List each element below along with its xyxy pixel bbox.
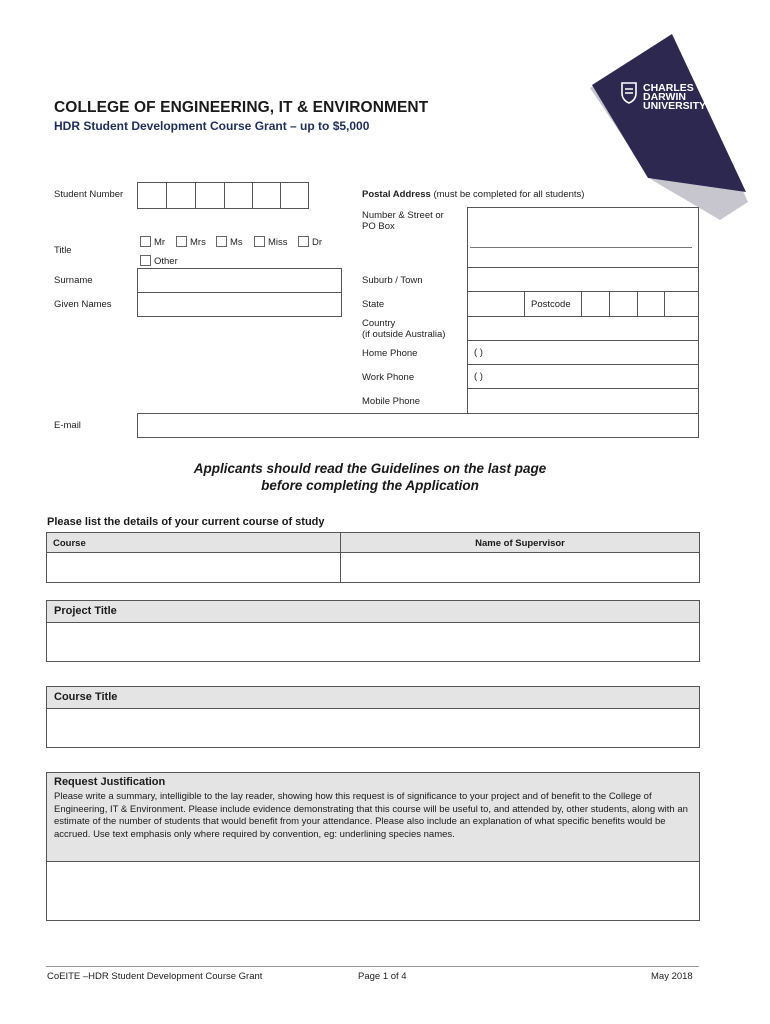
postcode-label: Postcode	[531, 299, 571, 310]
logo-text-line2: DARWIN	[643, 91, 686, 103]
justification-input[interactable]	[46, 861, 700, 921]
page-subtitle: HDR Student Development Course Grant – up to $5,000	[54, 119, 370, 133]
guidelines-notice	[0, 460, 740, 494]
postal-heading-bold: Postal Address	[362, 189, 431, 200]
title-mrs-label: Mrs	[190, 237, 206, 248]
suburb-input[interactable]	[468, 268, 698, 291]
student-number-digit[interactable]	[280, 182, 309, 209]
supervisor-column-header: Name of Supervisor	[475, 538, 565, 549]
grid-divider	[698, 207, 699, 414]
given-names-label: Given Names	[54, 299, 112, 310]
logo-banner-shape	[592, 34, 746, 192]
footer-page-number: Page 1 of 4	[358, 971, 407, 982]
suburb-label: Suburb / Town	[362, 275, 423, 286]
title-ms-checkbox[interactable]	[216, 236, 227, 247]
student-number-label: Student Number	[54, 189, 124, 200]
student-number-digit[interactable]	[137, 182, 167, 209]
country-input[interactable]	[468, 317, 698, 340]
justification-instructions: Please write a summary, intelligible to the lay reader, showing how this request is of significance to your project and of benefit to the College of Engineering, IT & Environment. Please include evidence demonstrating that this course will be useful to, and attended by, other students, along with an estimate of the number of students that would benefit from your attendance. Please also include an explanation of what specific benefits would be accrued. Use text emphasis only where required by convention, eg: underlining species names.	[54, 791, 688, 840]
student-number-digit[interactable]	[252, 182, 281, 209]
footer-divider	[46, 966, 699, 967]
footer-date: May 2018	[651, 971, 693, 982]
justification-header	[46, 772, 700, 862]
title-mr-label: Mr	[154, 237, 166, 248]
notice-line-2: before completing the Application	[261, 478, 479, 493]
title-label: Title	[54, 245, 72, 256]
mobile-phone-input[interactable]	[468, 389, 698, 413]
title-other-checkbox[interactable]	[140, 255, 151, 266]
work-phone-input[interactable]	[468, 365, 698, 388]
state-label: State	[362, 299, 385, 310]
title-mr-checkbox[interactable]	[140, 236, 151, 247]
page-title: COLLEGE OF ENGINEERING, IT & ENVIRONMENT	[54, 99, 429, 116]
student-number-digit[interactable]	[224, 182, 253, 209]
title-dr-label: Dr	[312, 237, 323, 248]
country-label: Country	[362, 318, 396, 329]
grid-divider	[524, 291, 525, 316]
course-input[interactable]	[47, 553, 340, 582]
grid-divider	[467, 413, 699, 414]
course-section-heading: Please list the details of your current course of study	[47, 516, 325, 528]
title-miss-checkbox[interactable]	[254, 236, 265, 247]
country-note: (if outside Australia)	[362, 329, 446, 340]
notice-line-1: Applicants should read the Guidelines on the last page	[193, 461, 547, 476]
postal-address-heading	[362, 189, 584, 200]
student-number-digit[interactable]	[195, 182, 225, 209]
course-title-header	[46, 686, 700, 709]
justification-heading: Request Justification	[54, 776, 166, 788]
course-table	[46, 532, 700, 583]
course-title-input[interactable]	[46, 708, 700, 748]
title-other-label: Other	[154, 256, 178, 267]
street-label: Number & Street or PO Box	[362, 210, 444, 232]
footer-form-name: CoEITE –HDR Student Development Course Grant	[47, 971, 263, 982]
work-phone-label: Work Phone	[362, 372, 415, 383]
university-logo	[580, 30, 770, 220]
project-title-label: Project Title	[54, 605, 117, 617]
title-ms-label: Ms	[230, 237, 243, 248]
logo-text-line1: CHARLES	[643, 82, 694, 94]
mobile-phone-label: Mobile Phone	[362, 396, 421, 407]
home-phone-area-code: ( )	[474, 347, 483, 358]
street-second-line	[470, 247, 692, 248]
student-number-digit[interactable]	[166, 182, 196, 209]
postcode-input[interactable]	[582, 292, 698, 316]
title-dr-checkbox[interactable]	[298, 236, 309, 247]
work-phone-area-code: ( )	[474, 371, 483, 382]
postal-heading-note: (must be completed for all students)	[433, 189, 585, 200]
state-input[interactable]	[468, 292, 524, 316]
home-phone-label: Home Phone	[362, 348, 418, 359]
project-title-header	[46, 600, 700, 623]
course-column-header: Course	[53, 538, 86, 549]
home-phone-input[interactable]	[468, 341, 698, 364]
course-title-label: Course Title	[54, 691, 118, 703]
title-miss-label: Miss	[268, 237, 288, 248]
surname-label: Surname	[54, 275, 93, 286]
project-title-input[interactable]	[46, 622, 700, 662]
logo-text-line3: UNIVERSITY	[643, 100, 707, 112]
given-names-input[interactable]	[137, 292, 342, 317]
email-input[interactable]	[137, 413, 699, 438]
email-label: E-mail	[54, 420, 81, 431]
street-input[interactable]	[468, 208, 698, 267]
title-mrs-checkbox[interactable]	[176, 236, 187, 247]
surname-input[interactable]	[137, 268, 342, 293]
supervisor-input[interactable]	[341, 553, 699, 582]
